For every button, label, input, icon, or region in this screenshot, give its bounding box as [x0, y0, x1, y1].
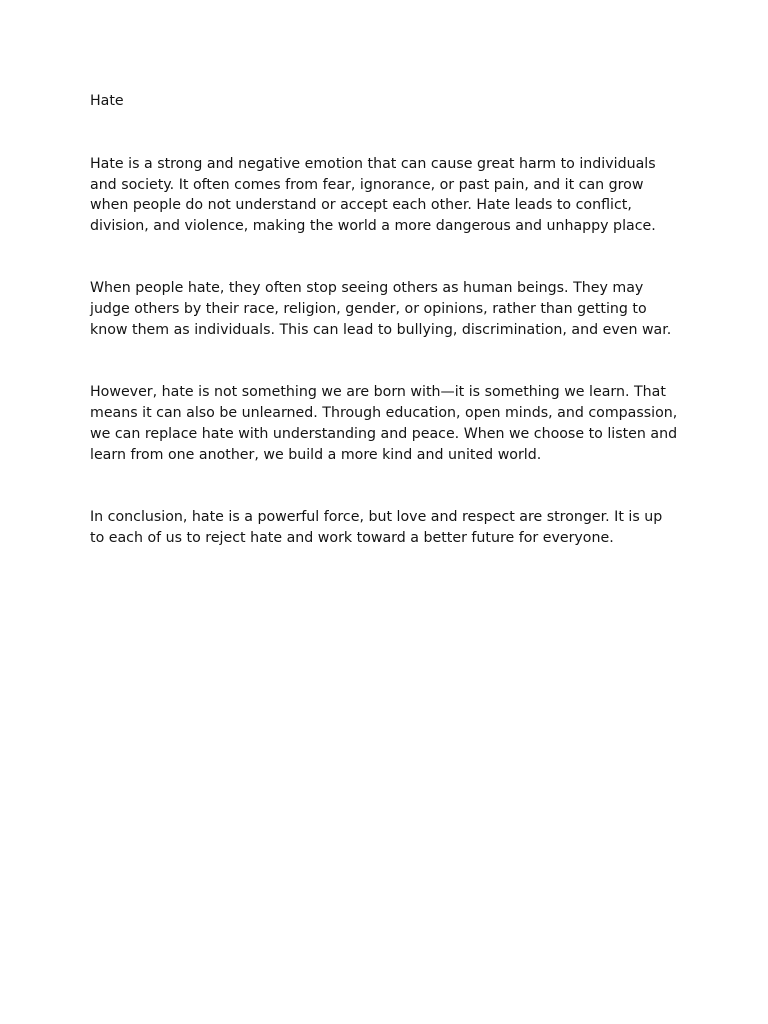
paragraph-effects: When people hate, they often stop seeing others as human beings. They may judge others by their race, religion, gender, or opinions, rather than getting to know them as individuals. This can lead to bullying, discrimination, and even war.	[90, 280, 672, 339]
document-title: Hate	[90, 93, 124, 109]
paragraph-learned: However, hate is not something we are born with—it is something we learn. That means it can also be unlearned. Through education, open minds, and compassion, we can replace hate with understanding and peace. When we choose to listen and learn from one another, we build a more kind and united world.	[90, 384, 678, 463]
paragraph-conclusion: In conclusion, hate is a powerful force, but love and respect are stronger. It is up to each of us to reject hate and work toward a better future for everyone.	[90, 509, 663, 546]
paragraph-introduction: Hate is a strong and negative emotion that can cause great harm to individuals and society. It often comes from fear, ignorance, or past pain, and it can grow when people do not understand or accept each other. Hate leads to conflict, division, and violence, making the world a more dangerous and unhappy place.	[90, 155, 656, 235]
